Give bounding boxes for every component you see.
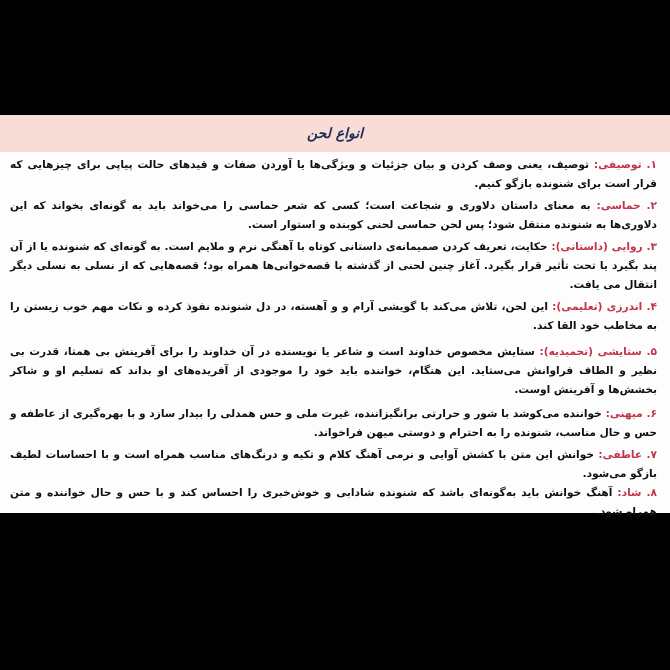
item-text: به معنای داستان دلاوری و شجاعت است؛ کسی که شعر حماسی را می‌خواند باید به گونه‌ای بخواند که این دلاوری‌ها به شنونده منتقل شود؛ پس لحن حماسی لحنی کوبنده و استوار است. (10, 200, 657, 231)
list-item-praise (10, 343, 657, 400)
list-item-joyful (10, 484, 657, 522)
item-term: ۳. روایی (داستانی): (551, 241, 657, 253)
item-term: ۱. توصیفی: (593, 159, 657, 171)
list-item-didactic (10, 298, 657, 336)
list-item-epic (10, 197, 657, 235)
item-text: آهنگ خوانش باید به‌گونه‌ای باشد که شنونده شادابی و خوش‌خبری را احساس کند و با حس و حال خواننده و متن همراه شود. (10, 487, 657, 518)
list-item-emotional (10, 446, 657, 484)
item-text: این لحن، تلاش می‌کند با گویشی آرام و و آهسته، در دل شنونده نفوذ کرده و نکات مهم خوب زیستن را به مخاطب خود القا کند. (10, 301, 657, 332)
item-text: خواننده می‌کوشد با شور و حرارتی برانگیزاننده، غیرت ملی و حس همدلی را بیدار سازد و با بهره‌گیری از عاطفه و حس و حال مناسب، شنونده را به احترام و دوستی میهن فراخواند. (10, 408, 657, 439)
item-text: حکایت، تعریف کردن صمیمانه‌ی داستانی کوتاه با آهنگی نرم و ملایم است. به گونه‌ای که شنونده یا از آن پند بگیرد یا تحت تأثیر قرار بگیرد. آغاز چنین لحنی از گذشته با قصه‌خوانی‌ها همراه بود؛ قصه‌هایی که از نسلی به نسلی دیگر انتقال می یافت. (10, 241, 657, 291)
item-term: ۲. حماسی: (596, 200, 657, 212)
page-title: انواع لحن (306, 125, 364, 142)
list-item-narrative (10, 238, 657, 295)
item-term: ۷. عاطفی: (598, 449, 658, 461)
document-card (0, 115, 670, 518)
item-text: خوانش این متن با کشش آوایی و نرمی آهنگ کلام و تکیه و درنگ‌های مناسب همراه است و با احساسات لطیف بازگو می‌شود. (10, 449, 657, 480)
item-term: ۴. اندرزی (تعلیمی): (552, 301, 657, 313)
item-text: ستایش مخصوص خداوند است و شاعر یا نویسنده در آن خداوند را برای آفرینش بی همتا، قدرت بی نظیر و الطاف فراوانش می‌ستاید. این هنگام، خواننده باید خود را موجودی از آفریده‌های او بداند که تسلیم او و شاکر بخشش‌ها و آفرینش اوست. (10, 346, 657, 396)
item-term: ۵. ستایشی (تحمیدیه): (539, 346, 657, 358)
tone-list (10, 156, 657, 522)
item-term: ۸. شاد: (617, 487, 657, 499)
title-band (0, 115, 670, 152)
list-item-patriotic (10, 405, 657, 443)
list-item-descriptive (10, 156, 657, 194)
item-text: توصیف، یعنی وصف کردن و بیان جزئیات و ویژگی‌ها یا آوردن صفات و قیدهای حالت پیاپی برای چیزهایی که قرار است برای شنونده بازگو کنیم. (10, 159, 657, 190)
item-term: ۶. میهنی: (605, 408, 657, 420)
